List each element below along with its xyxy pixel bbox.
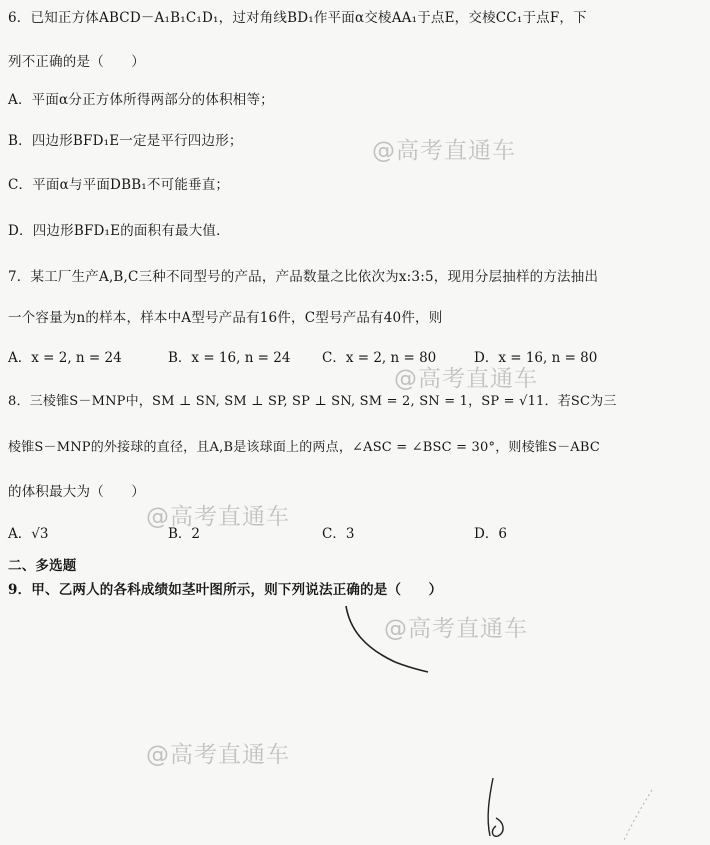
q8-stem-line3: 的体积最大为（ ） [8,484,145,500]
watermark-5: @高考直通车 [146,742,290,768]
watermark-1: @高考直通车 [372,138,516,164]
watermark-3: @高考直通车 [146,504,290,530]
q6-stem-line1: 6．已知正方体ABCD－A₁B₁C₁D₁，过对角线BD₁作平面α交棱AA₁于点E，交棱CC₁于点F，下 [8,10,587,26]
watermark-2: @高考直通车 [394,366,538,392]
q7-option-c: C．x = 2, n = 80 [322,350,437,366]
q7-stem-line1: 7．某工厂生产A,B,C三种不同型号的产品，产品数量之比依次为x:3:5，现用分层抽样的方法抽出 [8,269,599,285]
watermark-4: @高考直通车 [384,616,528,642]
q7-stem-line2: 一个容量为n的样本，样本中A型号产品有16件，C型号产品有40件，则 [8,310,443,326]
scan-smudge [624,790,652,840]
q6-option-b: B．四边形BFD₁E一定是平行四边形； [8,133,243,149]
q7-option-d: D．x = 16, n = 80 [474,350,598,366]
section-heading-multi-choice: 二、多选题 [8,558,77,574]
q6-stem-line2: 列不正确的是（ ） [8,54,145,70]
q8-option-d: D．6 [474,526,507,542]
pen-hook-stroke [488,778,503,836]
q8-option-c: C．3 [322,526,355,542]
q8-stem-line1: 8．三棱锥S－MNP中，SM ⊥ SN, SM ⊥ SP, SP ⊥ SN, SM = 2, SN = 1，SP = √11．若SC为三 [8,394,617,409]
q6-option-a: A．平面α分正方体所得两部分的体积相等； [8,92,274,108]
q8-stem-line2: 棱锥S－MNP的外接球的直径，且A,B是该球面上的两点，∠ASC = ∠BSC = 30°，则棱锥S－ABC [8,440,601,455]
pen-curve-stroke [346,606,428,672]
q6-option-d: D．四边形BFD₁E的面积有最大值． [8,223,230,239]
q9-stem-line1: 9．甲、乙两人的各科成绩如茎叶图所示，则下列说法正确的是（ ） [8,582,443,598]
q7-option-b: B．x = 16, n = 24 [168,350,291,366]
q8-option-b: B．2 [168,526,201,542]
q8-option-a: A．√3 [8,526,49,542]
q6-option-c: C．平面α与平面DBB₁不可能垂直； [8,177,230,193]
q7-option-a: A．x = 2, n = 24 [8,350,122,366]
